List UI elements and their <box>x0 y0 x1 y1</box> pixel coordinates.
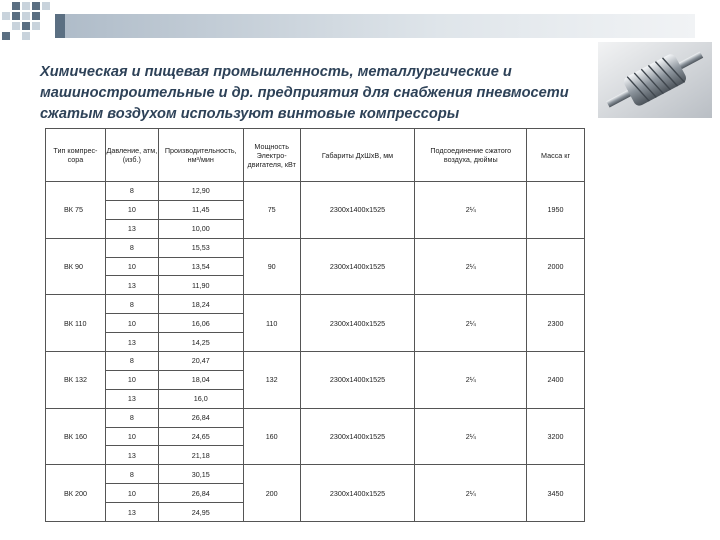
cell-pressure: 10 <box>105 257 158 276</box>
table-row <box>46 182 585 201</box>
cell-mass: 2300 <box>527 295 585 352</box>
header-pressure: Давление, атм, (изб.) <box>105 129 158 182</box>
cell-dimensions: 2300х1400х1525 <box>300 465 415 522</box>
cell-pressure: 13 <box>105 389 158 408</box>
cell-model: ВК 90 <box>46 238 106 295</box>
cell-pressure: 8 <box>105 408 158 427</box>
cell-model: ВК 110 <box>46 295 106 352</box>
corner-decoration <box>0 0 60 40</box>
cell-model: ВК 75 <box>46 182 106 239</box>
cell-flow: 24,65 <box>158 427 243 446</box>
cell-pressure: 10 <box>105 200 158 219</box>
cell-connection: 2¼ <box>415 295 527 352</box>
cell-flow: 18,04 <box>158 370 243 389</box>
cell-pressure: 8 <box>105 465 158 484</box>
cell-flow: 20,47 <box>158 352 243 371</box>
cell-pressure: 10 <box>105 484 158 503</box>
cell-flow: 10,00 <box>158 219 243 238</box>
cell-model: ВК 132 <box>46 352 106 409</box>
cell-dimensions: 2300х1400х1525 <box>300 238 415 295</box>
cell-power: 200 <box>243 465 300 522</box>
cell-connection: 2¼ <box>415 238 527 295</box>
cell-power: 110 <box>243 295 300 352</box>
header-connection: Подсоединение сжатого воздуха, дюймы <box>415 129 527 182</box>
cell-flow: 21,18 <box>158 446 243 465</box>
header-type: Тип компрес-сора <box>46 129 106 182</box>
cell-flow: 16,06 <box>158 314 243 333</box>
cell-mass: 3450 <box>527 465 585 522</box>
cell-mass: 2000 <box>527 238 585 295</box>
cell-flow: 15,53 <box>158 238 243 257</box>
header-capacity: Производительность, нм³/мин <box>158 129 243 182</box>
compressor-spec-table <box>45 128 585 522</box>
cell-pressure: 8 <box>105 238 158 257</box>
cell-connection: 2¼ <box>415 352 527 409</box>
table-row <box>46 352 585 371</box>
cell-connection: 2¼ <box>415 465 527 522</box>
header-power: Мощность Электро-двигателя, кВт <box>243 129 300 182</box>
cell-flow: 24,95 <box>158 503 243 522</box>
cell-power: 90 <box>243 238 300 295</box>
table-row <box>46 408 585 427</box>
cell-model: ВК 160 <box>46 408 106 465</box>
cell-pressure: 8 <box>105 182 158 201</box>
cell-mass: 3200 <box>527 408 585 465</box>
cell-flow: 11,90 <box>158 276 243 295</box>
cell-mass: 2400 <box>527 352 585 409</box>
cell-pressure: 10 <box>105 370 158 389</box>
cell-flow: 13,54 <box>158 257 243 276</box>
cell-dimensions: 2300х1400х1525 <box>300 182 415 239</box>
slide-title: Химическая и пищевая промышленность, металлургические и машиностроительные и др. предприятия для снабжения пневмосети сжатым воздухом используют винтовые компрессоры <box>40 64 569 122</box>
cell-pressure: 10 <box>105 314 158 333</box>
cell-connection: 2¼ <box>415 408 527 465</box>
cell-power: 75 <box>243 182 300 239</box>
cell-flow: 16,0 <box>158 389 243 408</box>
cell-dimensions: 2300х1400х1525 <box>300 408 415 465</box>
cell-flow: 26,84 <box>158 408 243 427</box>
screw-rotor-image <box>598 42 712 118</box>
table-row <box>46 238 585 257</box>
table-row <box>46 465 585 484</box>
header-dimensions: Габариты ДхШхВ, мм <box>300 129 415 182</box>
cell-power: 160 <box>243 408 300 465</box>
cell-pressure: 13 <box>105 503 158 522</box>
header-bar-accent <box>55 14 65 38</box>
table-header-row <box>46 129 585 182</box>
cell-dimensions: 2300х1400х1525 <box>300 295 415 352</box>
table-row <box>46 295 585 314</box>
cell-flow: 14,25 <box>158 333 243 352</box>
cell-model: ВК 200 <box>46 465 106 522</box>
header-mass: Масса кг <box>527 129 585 182</box>
cell-flow: 30,15 <box>158 465 243 484</box>
cell-power: 132 <box>243 352 300 409</box>
cell-dimensions: 2300х1400х1525 <box>300 352 415 409</box>
cell-mass: 1950 <box>527 182 585 239</box>
cell-pressure: 10 <box>105 427 158 446</box>
cell-flow: 18,24 <box>158 295 243 314</box>
cell-connection: 2¼ <box>415 182 527 239</box>
cell-pressure: 13 <box>105 446 158 465</box>
cell-flow: 11,45 <box>158 200 243 219</box>
header-bar <box>55 14 695 38</box>
cell-pressure: 13 <box>105 219 158 238</box>
cell-pressure: 8 <box>105 295 158 314</box>
cell-pressure: 8 <box>105 352 158 371</box>
cell-pressure: 13 <box>105 276 158 295</box>
cell-pressure: 13 <box>105 333 158 352</box>
cell-flow: 26,84 <box>158 484 243 503</box>
cell-flow: 12,90 <box>158 182 243 201</box>
